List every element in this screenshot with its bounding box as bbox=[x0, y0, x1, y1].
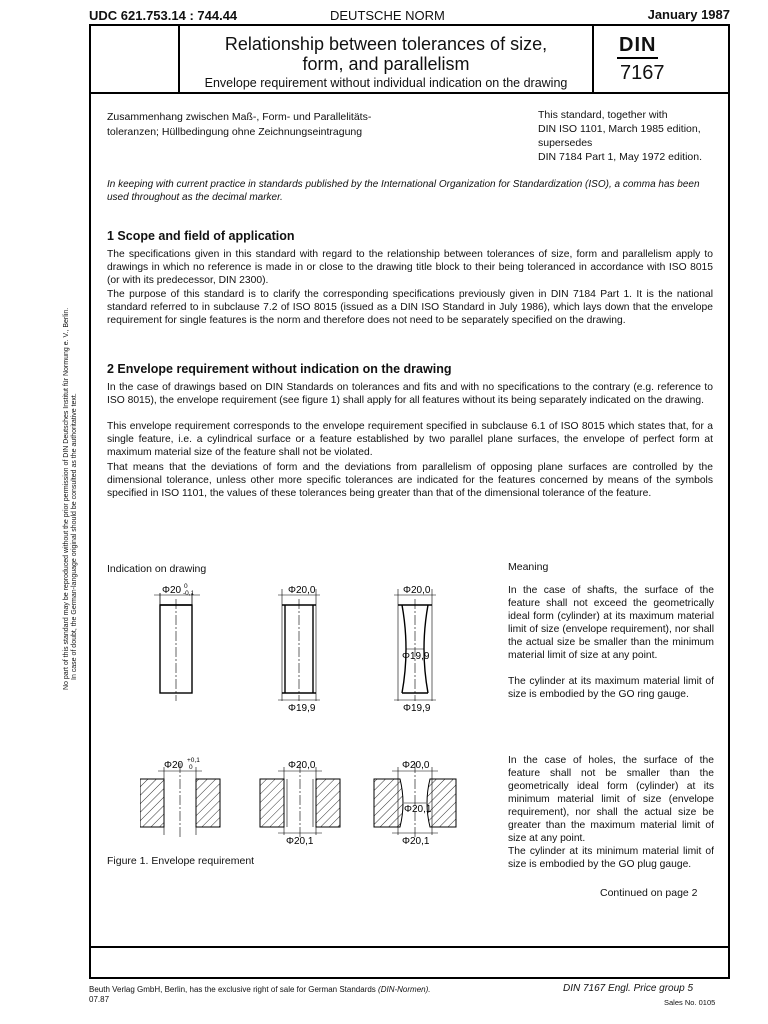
copyright-side-note bbox=[63, 270, 79, 690]
section-1-paragraph-1: The specifications given in this standard with regard to the relationship between tolerances of size, form and parallelism apply to drawings in which no reference is made in or close to the drawing title block to their being toleranced in accordance with ISO 8015 (or with its predecessor, DIN 2300). bbox=[107, 249, 713, 286]
shaft-deformed-min-dim: Φ19,9 bbox=[403, 703, 431, 714]
shaft-meaning-paragraph-2: The cylinder at its maximum material limit of size is embodied by the GO ring gauge. bbox=[508, 676, 714, 700]
continued-note: Continued on page 2 bbox=[600, 887, 698, 899]
shaft-envelope-dim: Φ20,0 bbox=[288, 585, 316, 596]
section-2-heading: 2 Envelope requirement without indication on the drawing bbox=[107, 362, 452, 376]
hole-deformed-dim: Φ20,0 bbox=[402, 760, 430, 771]
norm-label: DEUTSCHE NORM bbox=[330, 8, 445, 23]
section-1-heading: 1 Scope and field of application bbox=[107, 229, 295, 243]
section-2-paragraph-2: This envelope requirement corresponds to the envelope requirement specified in subclause 6.1 of ISO 8015 which states that, for a single feature, i.e. a cylindrical surface or a feature established by two parallel plane surfaces, the envelope of perfect form at maximum material size of the feature shall not be violated. bbox=[107, 421, 713, 458]
din-logo: DIN bbox=[617, 34, 658, 59]
title-divider-right bbox=[592, 24, 594, 94]
shaft-tol-lower: -0,1 bbox=[183, 590, 195, 597]
hole-indication-drawing bbox=[140, 757, 220, 839]
supersede-line: supersedes bbox=[538, 137, 593, 149]
hole-meaning-paragraph-1: In the case of holes, the surface of the feature shall not be smaller than the geometrically ideal form (cylinder) at its minimum material limit of size (envelope requirement), nor shall the actual size be greater than the maximum material limit of size at any point. bbox=[508, 755, 714, 844]
publisher-text: Beuth Verlag GmbH, Berlin, has the exclusive right of sale for German Standards bbox=[89, 985, 376, 994]
hole-deformed-max-dim: Φ20,1 bbox=[402, 836, 430, 847]
supersede-line: DIN ISO 1101, March 1985 edition, bbox=[538, 123, 701, 135]
indication-label: Indication on drawing bbox=[107, 563, 207, 575]
document-subtitle: Envelope requirement without individual indication on the drawing bbox=[204, 76, 568, 90]
shaft-tol-upper: 0 bbox=[184, 583, 188, 590]
meaning-label: Meaning bbox=[508, 561, 549, 573]
shaft-envelope-drawing bbox=[278, 585, 320, 714]
din-number: 7167 bbox=[620, 62, 665, 84]
hole-tol-lower: 0 bbox=[189, 764, 193, 771]
hole-indication-dim: Φ20 bbox=[164, 760, 184, 771]
hole-deformed-drawing bbox=[374, 760, 456, 847]
side-note-line-2: In case of doubt, the German-language original should be consulted as the authoritative text. bbox=[71, 393, 78, 680]
footer-price: DIN 7167 Engl. Price group 5 bbox=[563, 983, 694, 994]
german-title: Zusammenhang zwischen Maß-, Form- und Parallelitäts-toleranzen; Hüllbedingung ohne Zeichnungseintragung bbox=[107, 111, 372, 138]
supersede-line: DIN 7184 Part 1, May 1972 edition. bbox=[538, 151, 703, 163]
supersede-note bbox=[538, 108, 728, 164]
decimal-marker-note: In keeping with current practice in standards published by the International Organization for Standardization (ISO), a comma has been used throughout as the decimal marker. bbox=[107, 179, 700, 203]
shaft-deformed-mid-dim: Φ19,9 bbox=[402, 651, 430, 662]
title-line-2: form, and parallelism bbox=[302, 54, 470, 74]
section-2-paragraph-1: In the case of drawings based on DIN Standards on tolerances and fits and with no specifications to the contrary (e.g. reference to ISO 8015), the envelope requirement (see figure 1) shall apply for all features without its being separately indicated on the drawing. bbox=[107, 382, 713, 406]
publisher-note bbox=[89, 985, 431, 1005]
shaft-deformed-dim: Φ20,0 bbox=[403, 585, 431, 596]
side-note-line-1: No part of this standard may be reproduced without the prior permission of DIN Deutsches Institut für Normung e. V., Berlin. bbox=[63, 307, 70, 690]
figure-caption: Figure 1. Envelope requirement bbox=[107, 855, 255, 867]
shaft-min-dim: Φ19,9 bbox=[288, 703, 316, 714]
section-1-paragraph-2: The purpose of this standard is to clarify the corresponding specifications previously given in DIN 7184 Part 1. It is the national standard referred to in subclause 7.2 of ISO 8015 (issued as a DIN ISO Standard in July 1986), which lays down that the envelope requirement for single features is the norm and therefore does not need to be separately specified on the drawing. bbox=[107, 289, 713, 326]
hole-meaning-paragraph-2: The cylinder at its minimum material limit of size is embodied by the GO plug gauge. bbox=[508, 846, 714, 870]
hole-deformed-mid-dim: Φ20,1 bbox=[404, 804, 432, 815]
udc-code: UDC 621.753.14 : 744.44 bbox=[89, 8, 238, 23]
sales-number: Sales No. 0105 bbox=[664, 998, 716, 1007]
hole-tol-upper: +0,1 bbox=[187, 757, 200, 764]
section-2-paragraph-3: That means that the deviations of form and the deviations from parallelism of opposing plane surfaces are controlled by the dimensional tolerance, unless other more specific tolerances are indicated for the features concerned by means of the symbols specified in ISO 1101, the values of these tolerances being greater than that of the dimensional tolerance of the feature. bbox=[107, 462, 713, 499]
shaft-indication-drawing bbox=[154, 583, 200, 701]
hole-max-dim: Φ20,1 bbox=[286, 836, 314, 847]
envelope-figure bbox=[140, 583, 505, 853]
publication-date: January 1987 bbox=[647, 7, 730, 22]
hole-envelope-dim: Φ20,0 bbox=[288, 760, 316, 771]
supersede-line: This standard, together with bbox=[538, 109, 668, 121]
shaft-deformed-drawing bbox=[394, 585, 436, 714]
document-title bbox=[180, 34, 592, 74]
shaft-indication-dim: Φ20 bbox=[162, 585, 182, 596]
publisher-italic: (DIN-Normen). bbox=[378, 985, 431, 994]
edition-code: 07.87 bbox=[89, 995, 110, 1004]
shaft-meaning-paragraph-1: In the case of shafts, the surface of the feature shall not exceed the geometrically ideal form (cylinder) at its maximum material limit of size (envelope requirement), nor shall the actual size be smaller than the minimum material limit of size at any point. bbox=[508, 585, 714, 661]
title-line-1: Relationship between tolerances of size, bbox=[224, 34, 548, 54]
hole-envelope-drawing bbox=[260, 760, 340, 847]
footer-box bbox=[89, 946, 730, 979]
